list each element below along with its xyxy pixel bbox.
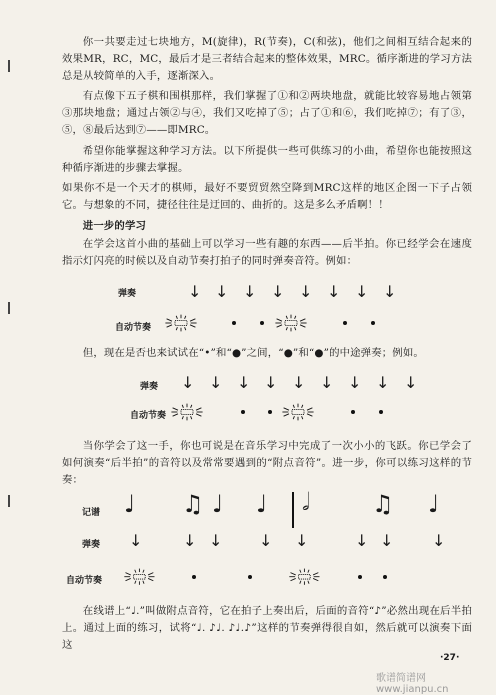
down-arrow-icon: ↓ — [181, 373, 195, 392]
down-arrow-icon: ↓ — [380, 531, 394, 550]
down-arrow-icon: ↓ — [327, 282, 341, 301]
page-number: ·27· — [440, 653, 460, 663]
blinking-light-icon — [287, 568, 322, 585]
label-play-2: 弹奏 — [140, 382, 159, 392]
down-arrow-icon: ↓ — [183, 531, 197, 550]
paragraph-shortcut: 如果你不是一个天才的棋师，最好不要贸贸然空降到MRC这样的地区企图一下子占领它。与想象的不同，捷径往往是迂回的、曲折的。这是多么矛盾啊！！ — [62, 182, 472, 212]
scan-mark — [8, 302, 10, 314]
section-heading: 进一步的学习 — [82, 220, 147, 232]
beat-dot — [268, 410, 272, 414]
bar-line — [292, 492, 294, 528]
down-arrow-icon: ↓ — [209, 531, 223, 550]
down-arrow-icon: ↓ — [383, 282, 397, 301]
down-arrow-icon: ↓ — [376, 373, 390, 392]
label-play: 弹奏 — [118, 289, 137, 299]
beat-dot — [343, 321, 347, 325]
down-arrow-icon: ↓ — [320, 373, 334, 392]
down-arrow-icon: ↓ — [264, 373, 278, 392]
paragraph-between-beats: 但，现在是否也来试试在“•”和“●”之间，“●”和“●”的中途弹奏；例如。 — [82, 347, 424, 359]
down-arrow-icon: ↓ — [299, 282, 313, 301]
beat-dot — [260, 321, 264, 325]
paragraph-dotted-note: 在线谱上“♩.”叫做附点音符，它在拍子上奏出后，后面的音符“♪”必然出现在后半拍上。通过上面的练习，试将“♩. ♪♩. ♪♩.♪”这样的节奏弹得很自如，然后就可以演奏下面这 — [62, 605, 472, 652]
eighth-notes-icon: ♫ — [372, 490, 394, 518]
scan-mark — [8, 495, 10, 507]
down-arrow-icon: ↓ — [215, 282, 229, 301]
down-arrow-icon: ↓ — [243, 282, 257, 301]
blinking-light-icon — [163, 314, 199, 332]
label-auto-rhythm-3: 自动节奏 — [66, 576, 103, 586]
blinking-light-icon — [273, 314, 309, 332]
label-auto-rhythm-2: 自动节奏 — [130, 411, 167, 421]
beat-dot — [241, 410, 245, 414]
down-arrow-icon: ↓ — [129, 531, 143, 550]
blinking-light-icon — [280, 403, 316, 421]
beat-dot — [248, 575, 252, 579]
down-arrow-icon: ↓ — [237, 373, 251, 392]
beat-dot — [351, 410, 355, 414]
down-arrow-icon: ↓ — [355, 282, 369, 301]
scan-mark — [8, 60, 10, 72]
beat-dot — [379, 410, 383, 414]
watermark: 歌谱简谱网 www.jianpu.cn — [376, 673, 449, 695]
quarter-note-icon: ♩ — [256, 490, 268, 518]
quarter-note-icon: ♩ — [124, 490, 136, 518]
paragraph-go-analogy: 有点像下五子棋和围棋那样，我们掌握了①和②两块地盘，就能比较容易地占领第③那块地盘；通过占领②与④，我们又吃掉了⑤；占了①和⑥，我们吃掉⑦；有了③，⑤，⑧最后达到⑦——即MRC。 — [62, 90, 472, 137]
quarter-note-icon: ♩ — [212, 490, 224, 518]
beat-dot — [232, 321, 236, 325]
beat-dot — [358, 575, 362, 579]
paragraph-method: 希望你能掌握这种学习方法。以下所提供一些可供练习的小曲，希望你也能按照这种循序渐进的步骤去掌握。 — [62, 145, 472, 175]
beat-dot — [192, 575, 196, 579]
down-arrow-icon: ↓ — [271, 282, 285, 301]
down-arrow-icon: ↓ — [292, 373, 306, 392]
down-arrow-icon: ↓ — [404, 373, 418, 392]
blinking-light-icon — [169, 403, 205, 421]
eighth-notes-icon: ♫ — [182, 490, 204, 518]
label-auto-rhythm: 自动节奏 — [115, 323, 152, 333]
down-arrow-icon: ↓ — [188, 282, 202, 301]
down-arrow-icon: ↓ — [209, 373, 223, 392]
label-notation: 记谱 — [82, 508, 101, 518]
paragraph-intro: 你一共要走过七块地方，M(旋律)，R(节奏)，C(和弦)，他们之间相互结合起来的效果MR，RC，MC，最后才是三者结合起来的整体效果，MRC。循序渐进的学习方法总是从较简单的入手，逐渐深入。 — [62, 36, 472, 83]
blinking-light-icon — [122, 568, 157, 585]
down-arrow-icon: ↓ — [432, 531, 446, 550]
down-arrow-icon: ↓ — [348, 373, 362, 392]
beat-dot — [383, 575, 387, 579]
paragraph-offbeat-leap: 当你学会了这一手，你也可说是在音乐学习中完成了一次小小的飞跃。你已学会了如何演奏“后半拍”的音符以及常常要遇到的“附点音符”。进一步，你可以练习这样的节奏： — [62, 440, 472, 487]
paragraph-offbeat-intro: 在学会这首小曲的基础上可以学习一些有趣的东西——后半拍。你已经学会在速度指示灯闪亮的时候以及自动节奏打拍子的同时弹奏音符。例如： — [62, 238, 472, 268]
quarter-note-icon: ♩ — [428, 490, 440, 518]
half-note-icon: 𝅗𝅥 — [302, 488, 310, 516]
label-play-3: 弹奏 — [82, 540, 101, 550]
down-arrow-icon: ↓ — [355, 531, 369, 550]
down-arrow-icon: ↓ — [259, 531, 273, 550]
down-arrow-icon: ↓ — [295, 531, 309, 550]
beat-dot — [371, 321, 375, 325]
